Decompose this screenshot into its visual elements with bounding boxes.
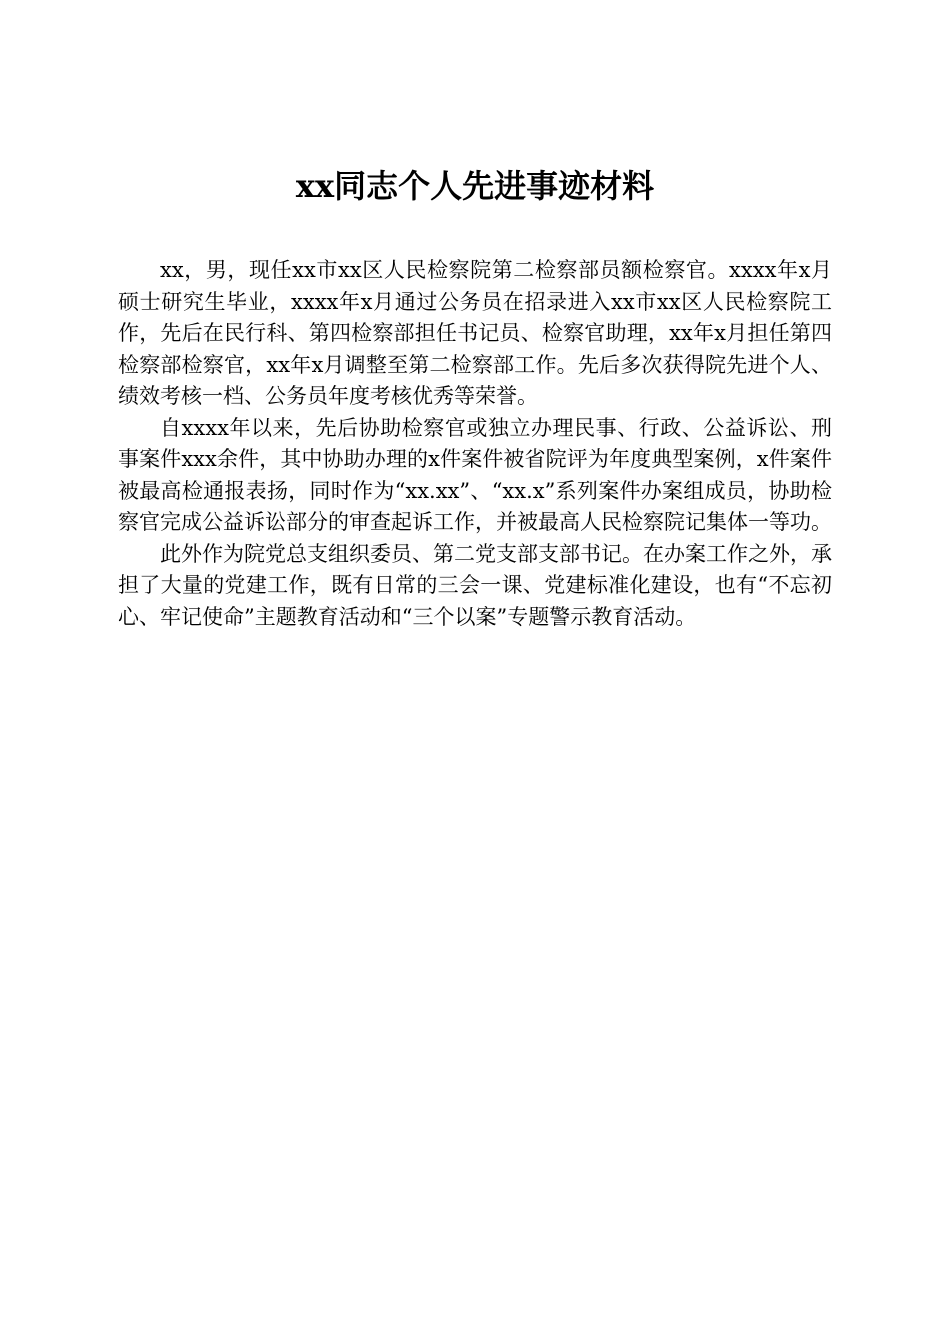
paragraph-profile: xx，男，现任xx市xx区人民检察院第二检察部员额检察官。xxxx年x月硕士研究生毕业，xxxx年x月通过公务员在招录进入xx市xx区人民检察院工作，先后在民行科、第四检察部担任书记员、检察官助理，xx年x月担任第四检察部检察官，xx年x月调整至第二检察部工作。先后多次获得院先进个人、绩效考核一档、公务员年度考核优秀等荣誉。: [118, 258, 832, 408]
paragraph-party-work: 此外作为院党总支组织委员、第二党支部支部书记。在办案工作之外，承担了大量的党建工作，既有日常的三会一课、党建标准化建设，也有“不忘初心、牢记使命”主题教育活动和“三个以案”专题警示教育活动。: [118, 541, 832, 629]
paragraph-case-work: 自xxxx年以来，先后协助检察官或独立办理民事、行政、公益诉讼、刑事案件xxx余件，其中协助办理的x件案件被省院评为年度典型案例，x件案件被最高检通报表扬，同时作为“xx.xx”、“xx.x”系列案件办案组成员，协助检察官完成公益诉讼部分的审查起诉工作，并被最高人民检察院记集体一等功。: [118, 415, 832, 534]
document-title: xx同志个人先进事迹材料: [295, 167, 655, 205]
document-body: [118, 255, 832, 633]
